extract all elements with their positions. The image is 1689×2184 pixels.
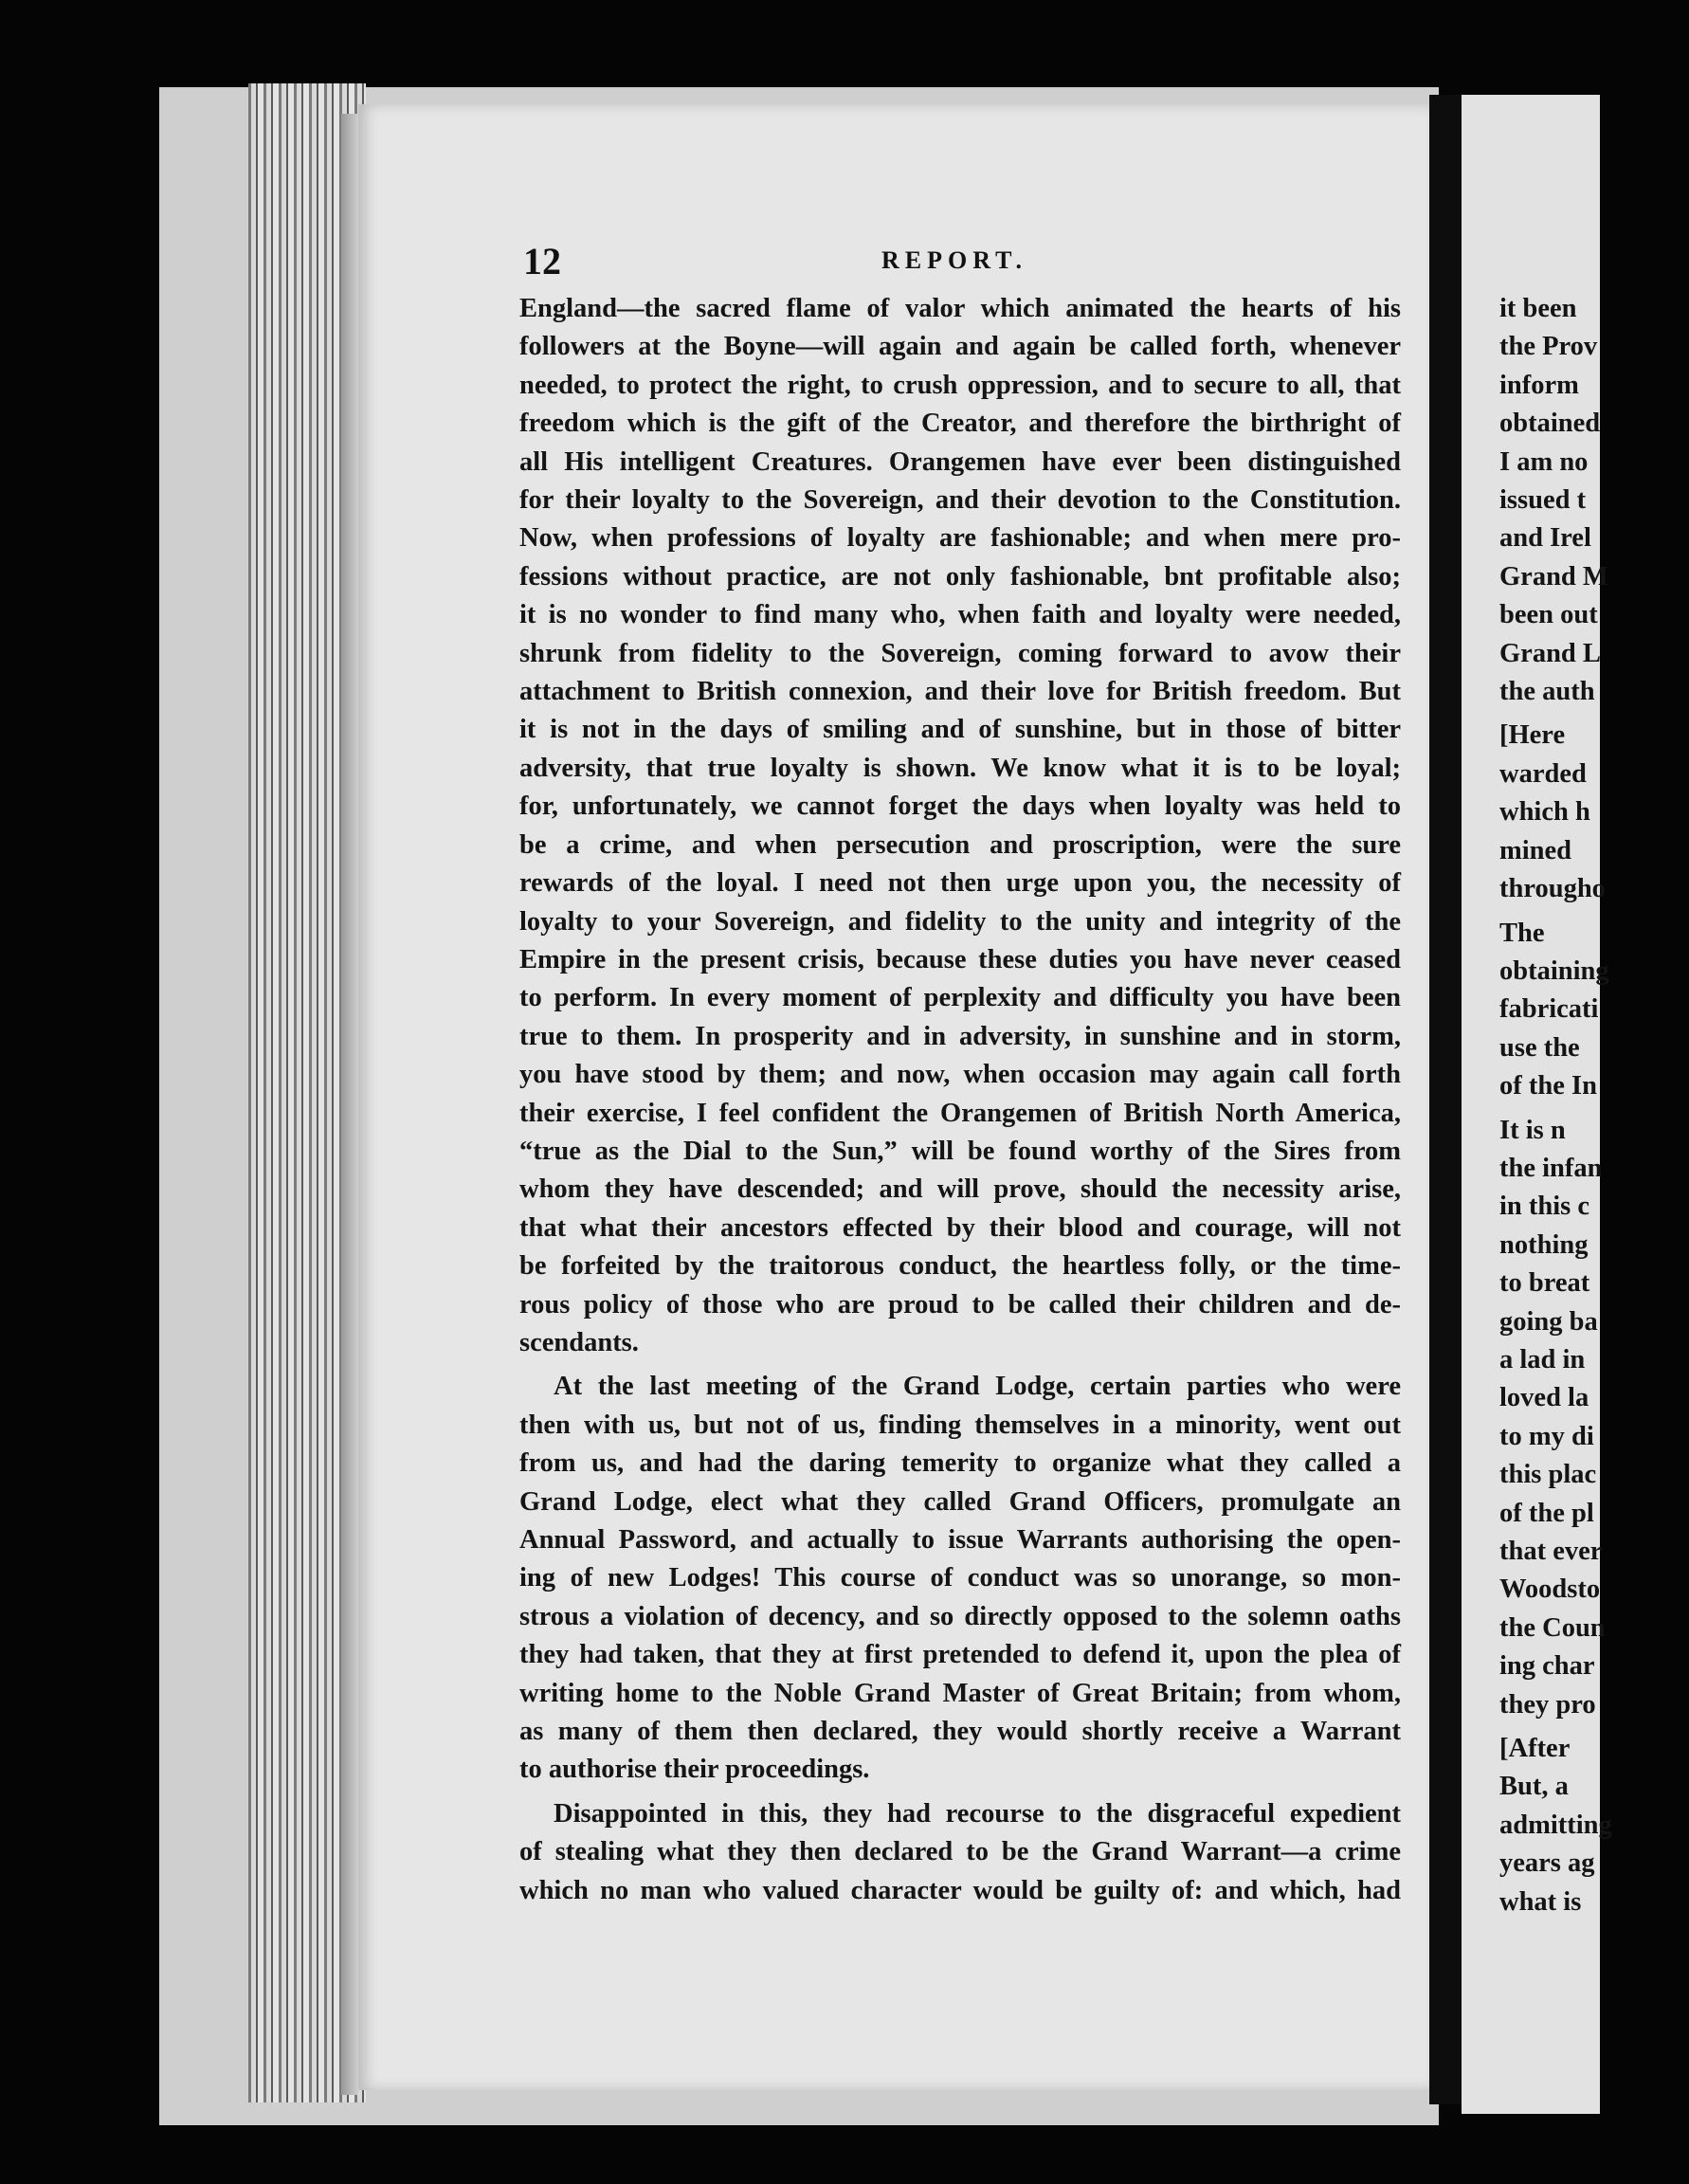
text-line: loyalty to your Sovereign, and fidelity to the unity and integrity of the: [519, 906, 1401, 937]
text-line: rewards of the loyal. I need not then urge upon you, the necessity of: [519, 868, 1401, 899]
right-text-line: to breat: [1499, 1268, 1590, 1299]
right-text-line: of the pl: [1499, 1498, 1594, 1528]
running-head: REPORT.: [881, 246, 1027, 274]
right-text-line: what is: [1499, 1886, 1582, 1917]
text-line: Empire in the present crisis, because these duties you have never ceased: [519, 944, 1401, 974]
right-text-line: which h: [1499, 797, 1590, 828]
text-line: whom they have descended; and will prove, should the necessity arise,: [519, 1174, 1401, 1205]
right-text-line: the Prov: [1499, 332, 1598, 362]
text-line: then with us, but not of us, finding themselves in a minority, went out: [519, 1410, 1401, 1440]
right-text-line: The: [1499, 918, 1545, 948]
page-edge-shadow: [341, 114, 358, 2095]
text-line: as many of them then declared, they would shortly receive a Warrant: [519, 1717, 1401, 1747]
right-text-line: Grand M: [1499, 561, 1608, 592]
text-line: all His intelligent Creatures. Orangemen have ever been distinguished: [519, 446, 1401, 477]
page-gutter: [1429, 95, 1462, 2104]
right-text-line: It is n: [1499, 1115, 1566, 1145]
right-text-line: loved la: [1499, 1383, 1589, 1413]
text-line: followers at the Boyne—will again and again be called forth, whenever: [519, 332, 1401, 362]
text-line: needed, to protect the right, to crush oppression, and to secure to all, that: [519, 370, 1401, 400]
right-text-line: in this c: [1499, 1192, 1590, 1222]
right-text-line: years ag: [1499, 1848, 1595, 1879]
page-number: 12: [523, 240, 561, 282]
right-text-line: to my di: [1499, 1421, 1594, 1451]
text-line: be a crime, and when persecution and proscription, were the sure: [519, 829, 1401, 860]
right-text-line: obtained: [1499, 409, 1601, 439]
right-text-line: througho: [1499, 874, 1606, 904]
right-text-line: fabricati: [1499, 994, 1599, 1025]
text-line: true to them. In prosperity and in adversity, in sunshine and in storm,: [519, 1021, 1401, 1051]
text-line: to perform. In every moment of perplexity and difficulty you have been: [519, 983, 1401, 1013]
right-text-line: nothing: [1499, 1229, 1589, 1260]
text-line: ing of new Lodges! This course of conduct was so unorange, so mon-: [519, 1563, 1401, 1593]
text-line: to authorise their proceedings.: [519, 1755, 870, 1785]
right-text-line: admitting: [1499, 1810, 1612, 1840]
right-text-line: the Coun: [1499, 1612, 1606, 1643]
right-text-line: warded: [1499, 758, 1587, 789]
right-text-line: But, a: [1499, 1772, 1569, 1802]
text-line: you have stood by them; and now, when occasion may again call forth: [519, 1060, 1401, 1090]
right-text-line: inform: [1499, 370, 1579, 400]
right-text-line: going ba: [1499, 1306, 1598, 1337]
right-text-line: I am no: [1499, 446, 1589, 477]
right-text-line: obtaining: [1499, 956, 1609, 986]
text-line: Disappointed in this, they had recourse to the disgraceful expedient: [554, 1798, 1401, 1829]
text-line: which no man who valued character would be guilty of: and which, had: [519, 1875, 1401, 1905]
right-text-line: that ever: [1499, 1537, 1603, 1566]
text-line: Annual Password, and actually to issue Warrants authorising the open-: [519, 1525, 1401, 1555]
text-line: Grand Lodge, elect what they called Grand Officers, promulgate an: [519, 1486, 1401, 1517]
text-line: At the last meeting of the Grand Lodge, certain parties who were: [554, 1372, 1401, 1402]
text-line: it is no wonder to find many who, when faith and loyalty were needed,: [519, 600, 1401, 630]
text-line: England—the sacred flame of valor which animated the hearts of his: [519, 294, 1401, 323]
right-text-line: [After: [1499, 1734, 1571, 1764]
right-text-line: it been: [1499, 294, 1577, 323]
text-line: for, unfortunately, we cannot forget the days when loyalty was held to: [519, 792, 1401, 822]
text-line: from us, and had the daring temerity to organize what they called a: [519, 1448, 1401, 1479]
right-text-line: been out: [1499, 600, 1598, 630]
text-line: that what their ancestors effected by their blood and courage, will not: [519, 1212, 1401, 1243]
text-line: they had taken, that they at first pretended to defend it, upon the plea of: [519, 1640, 1401, 1670]
right-text-line: the auth: [1499, 677, 1595, 707]
text-line: it is not in the days of smiling and of sunshine, but in those of bitter: [519, 715, 1401, 745]
text-line: writing home to the Noble Grand Master of Great Britain; from whom,: [519, 1678, 1401, 1708]
right-text-line: of the In: [1499, 1071, 1597, 1101]
text-line: shrunk from fidelity to the Sovereign, coming forward to avow their: [519, 638, 1401, 668]
right-text-line: the infan: [1499, 1153, 1603, 1183]
right-text-line: this plac: [1499, 1460, 1597, 1490]
right-text-line: a lad in: [1499, 1344, 1586, 1374]
right-text-line: and Irel: [1499, 523, 1591, 554]
text-line: be forfeited by the traitorous conduct, the heartless folly, or the time-: [519, 1251, 1401, 1282]
text-line: attachment to British connexion, and their love for British freedom. But: [519, 677, 1401, 707]
text-line: rous policy of those who are proud to be called their children and de-: [519, 1289, 1401, 1320]
right-page-partial-text: [1499, 290, 1689, 1921]
text-line: adversity, that true loyalty is shown. We know what it is to be loyal;: [519, 753, 1401, 783]
right-text-line: use the: [1499, 1032, 1580, 1063]
text-line: for their loyalty to the Sovereign, and their devotion to the Constitution.: [519, 485, 1401, 516]
right-text-line: ing char: [1499, 1651, 1595, 1682]
text-line: “true as the Dial to the Sun,” will be found worthy of the Sires from: [519, 1136, 1401, 1166]
right-text-line: issued t: [1499, 485, 1587, 516]
text-line: fessions without practice, are not only fashionable, bnt profitable also;: [519, 561, 1401, 592]
text-line: freedom which is the gift of the Creator, and therefore the birthright of: [519, 409, 1401, 439]
text-line: scendants.: [519, 1327, 639, 1357]
right-text-line: [Here: [1499, 720, 1566, 751]
right-text-line: they pro: [1499, 1689, 1596, 1720]
left-page-body-text: [519, 290, 1401, 1910]
text-line: Now, when professions of loyalty are fashionable; and when mere pro-: [519, 523, 1401, 554]
right-text-line: Grand L: [1499, 638, 1601, 668]
text-line: strous a violation of decency, and so directly opposed to the solemn oaths: [519, 1601, 1401, 1631]
right-text-line: Woodsto: [1499, 1574, 1601, 1605]
right-text-line: mined: [1499, 835, 1572, 865]
text-line: their exercise, I feel confident the Orangemen of British North America,: [519, 1098, 1401, 1128]
text-line: of stealing what they then declared to be the Grand Warrant—a crime: [519, 1837, 1401, 1867]
